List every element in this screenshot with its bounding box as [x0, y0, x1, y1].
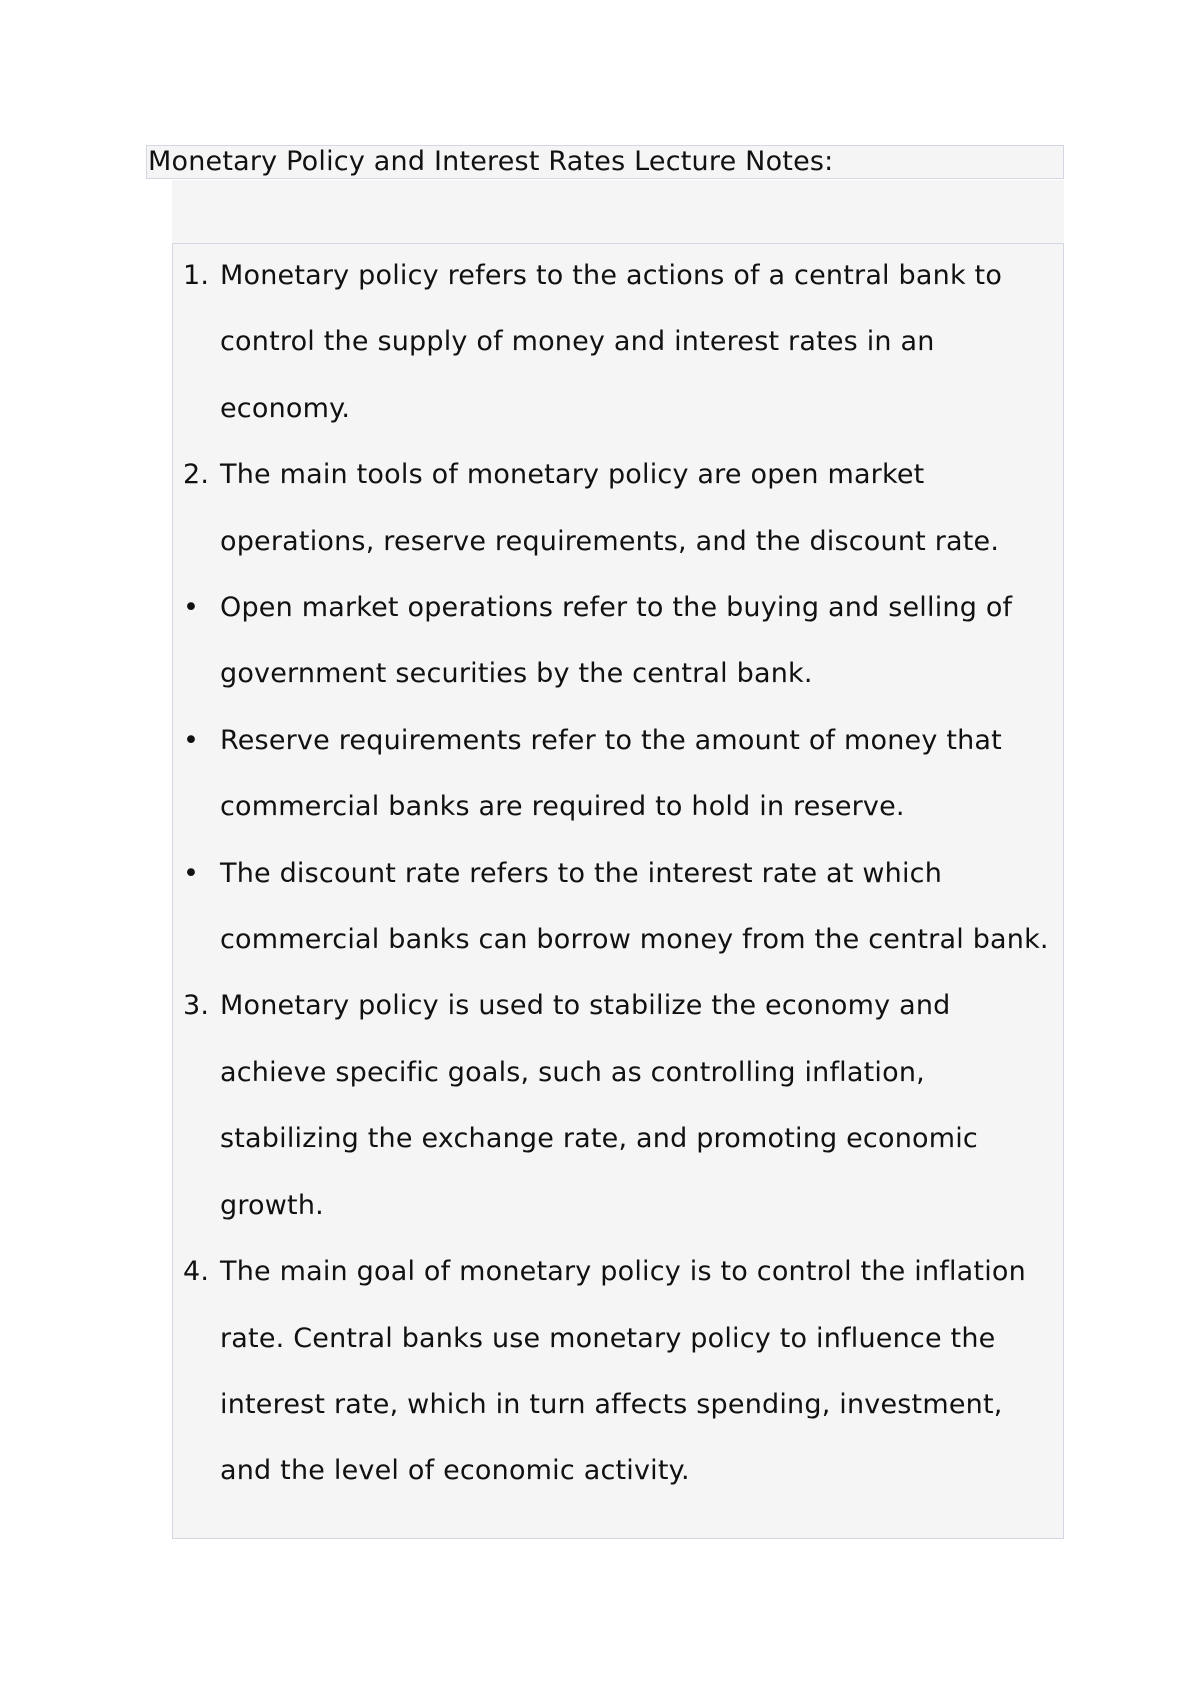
- list-item-text: The main goal of monetary policy is to control the inflation rate. Central banks use monetary policy to influence the interest rate, which in turn affects spending, investment, and the level of economic activity.: [220, 1256, 1026, 1487]
- list-item-text: The discount rate refers to the interest rate at which commercial banks can borrow money from the central bank.: [220, 857, 1049, 956]
- document-title-box: [146, 145, 1064, 179]
- lecture-notes-list-box: [172, 243, 1064, 1539]
- bullet-item-reserve-requirements: [173, 708, 1063, 841]
- list-item-text: The main tools of monetary policy are open market operations, reserve requirements, and the discount rate.: [220, 459, 1000, 557]
- document-title: Monetary Policy and Interest Rates Lecture Notes:: [148, 146, 834, 177]
- list-number-marker: 2.: [183, 459, 210, 491]
- list-item-text: Monetary policy is used to stabilize the economy and achieve specific goals, such as controlling inflation, stabilizing the exchange rate, and promoting economic growth.: [220, 990, 978, 1221]
- list-number-marker: 4.: [183, 1256, 210, 1288]
- list-item-text: Open market operations refer to the buying and selling of government securities by the central bank.: [220, 592, 1013, 690]
- list-item-text: Reserve requirements refer to the amount of money that commercial banks are required to hold in reserve.: [220, 724, 1002, 823]
- list-item-4: [173, 1239, 1063, 1505]
- list-number-marker: 3.: [183, 990, 210, 1022]
- blank-shaded-area: [172, 180, 1064, 243]
- lecture-notes-list: [173, 244, 1063, 1505]
- bullet-icon: •: [183, 857, 200, 889]
- bullet-item-discount-rate: [173, 841, 1063, 974]
- list-item-1: [173, 243, 1063, 442]
- bullet-icon: •: [183, 724, 200, 756]
- bullet-icon: •: [183, 592, 200, 624]
- list-item-text: Monetary policy refers to the actions of a central bank to control the supply of money and interest rates in an economy.: [220, 260, 1003, 424]
- list-number-marker: 1.: [183, 260, 210, 291]
- bullet-item-open-market-operations: [173, 575, 1063, 708]
- list-item-2: [173, 442, 1063, 575]
- list-item-3: [173, 973, 1063, 1239]
